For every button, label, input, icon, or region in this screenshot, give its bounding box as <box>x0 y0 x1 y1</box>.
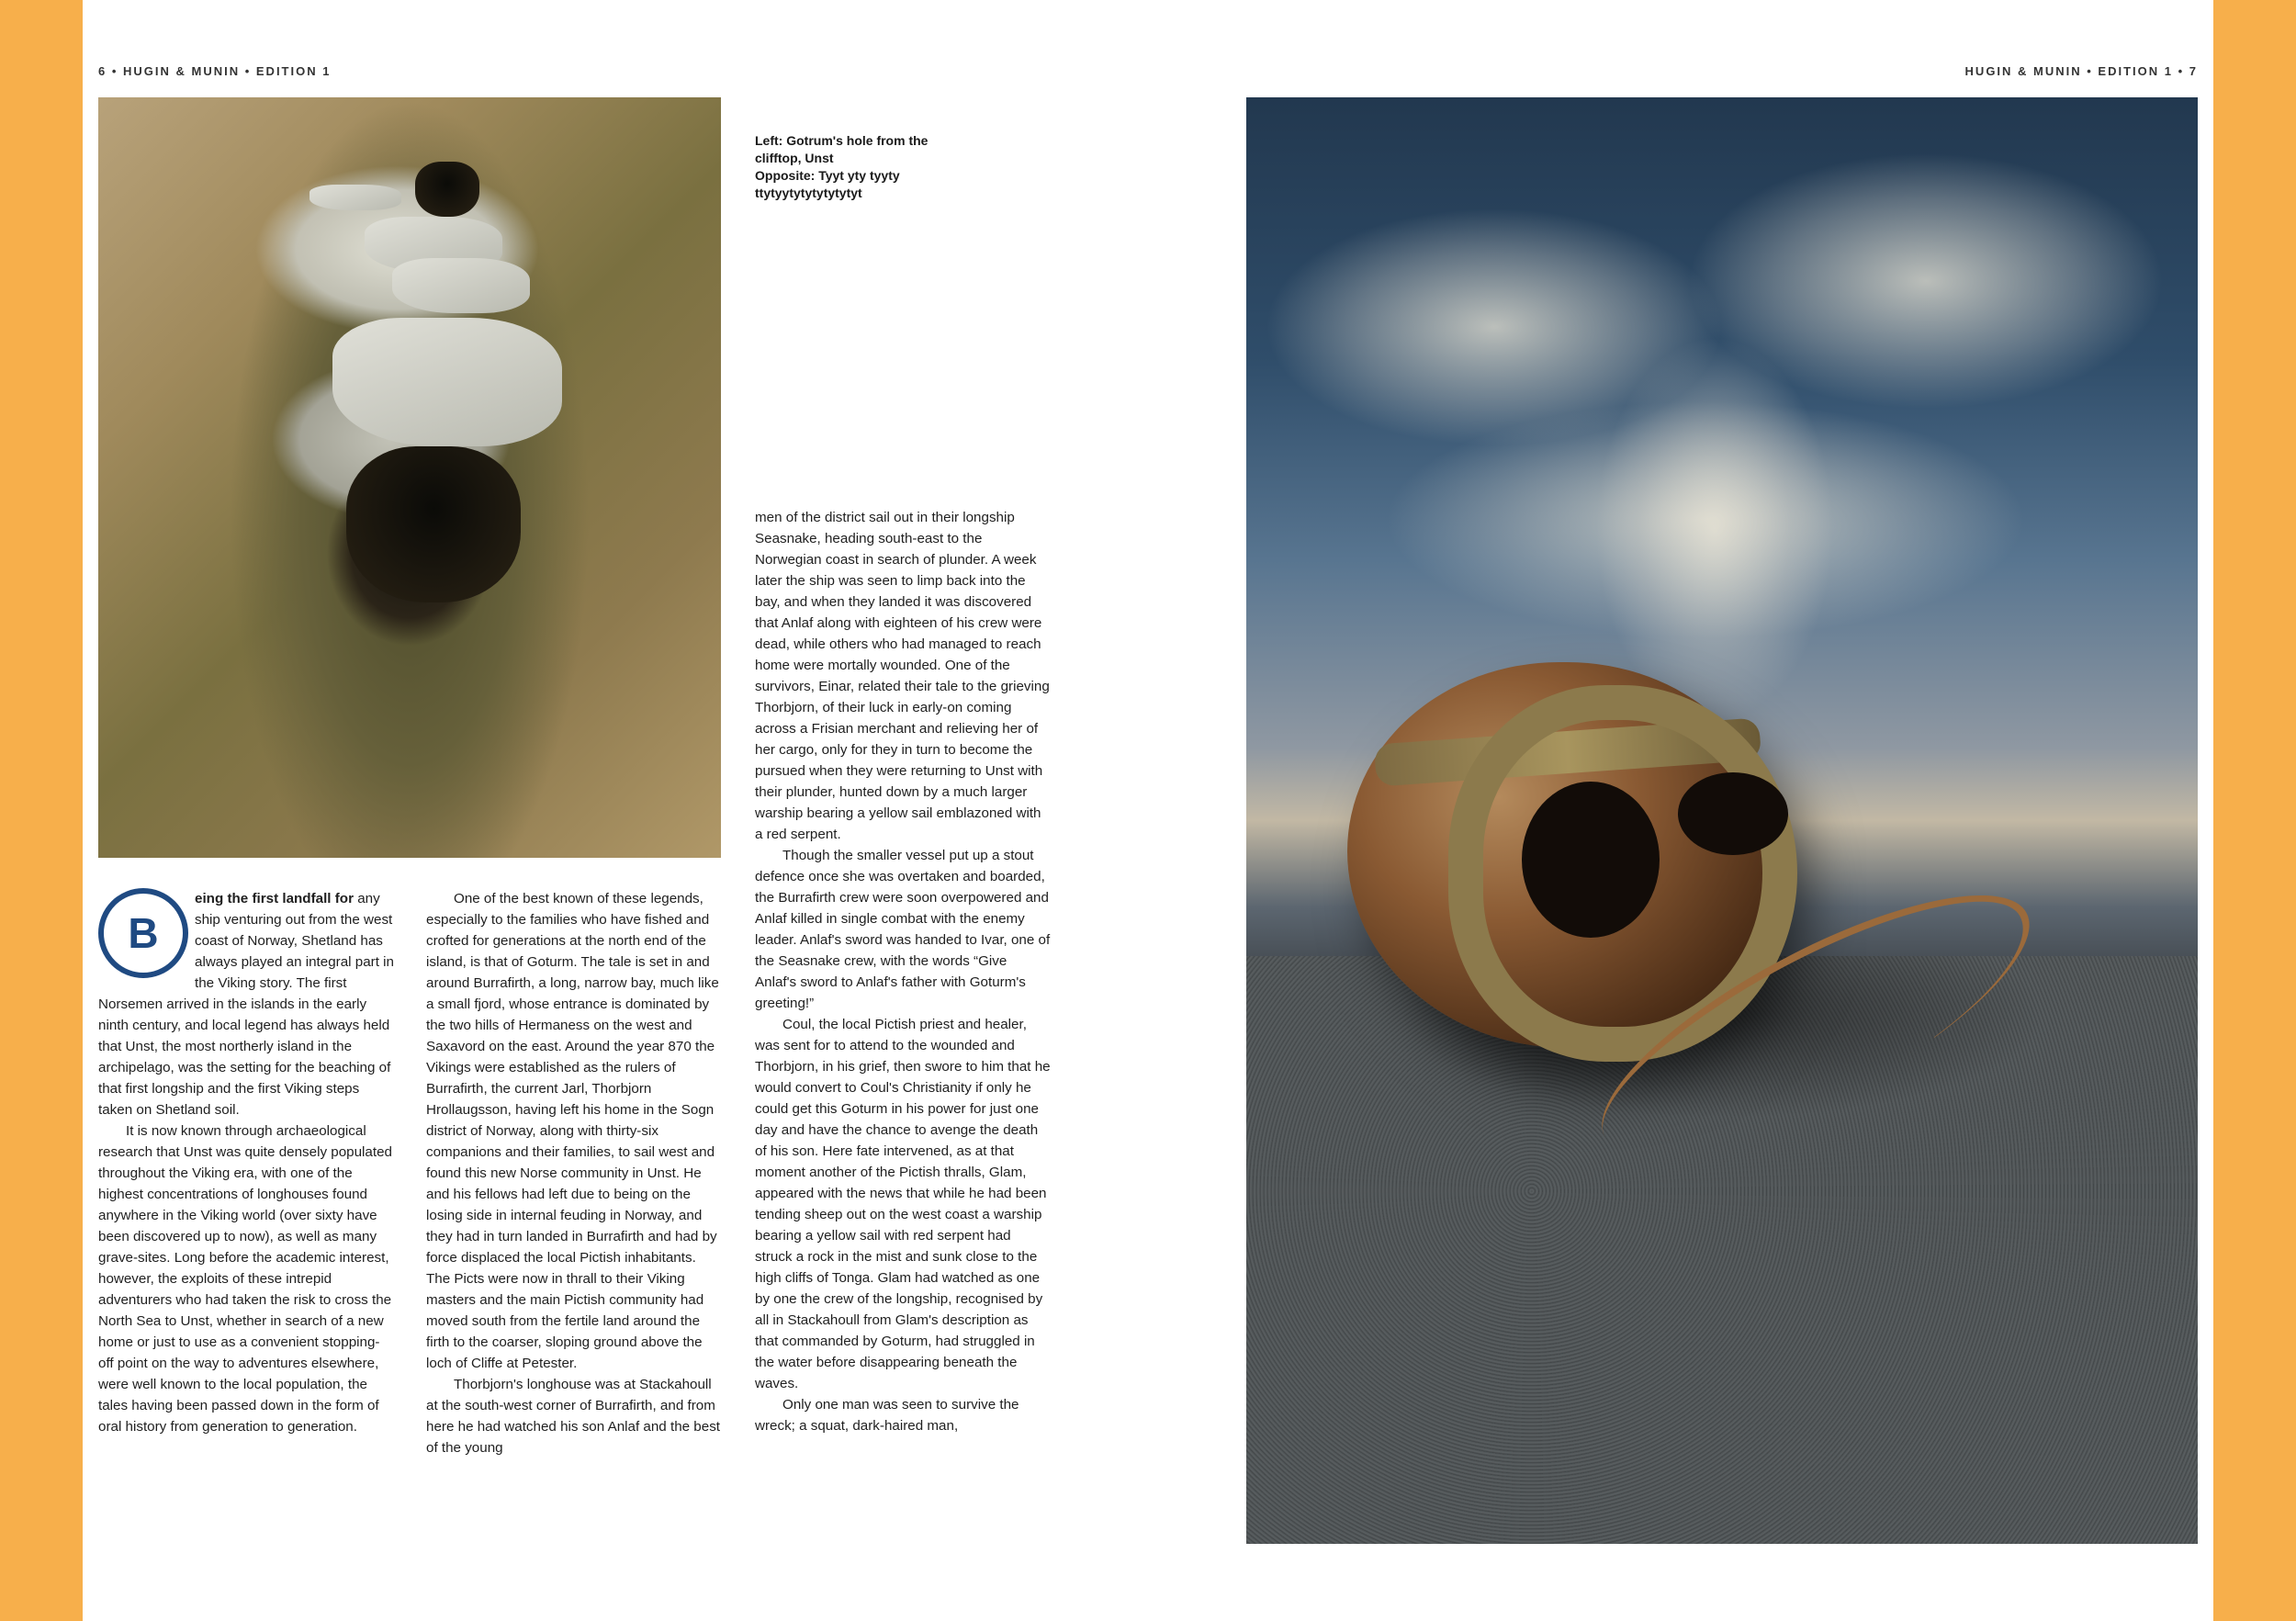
article-column-3 <box>755 507 1051 1436</box>
paragraph-text: any ship venturing out from the west coast of Norway, Shetland has always played an integral part in the Viking story. The first Norsemen arrived in the islands in the early ninth century, and local legend has always held that Unst, the most northerly island in the archipelago, was the setting for the beaching of that first longship and the first Viking steps taken on Shetland soil. <box>98 891 394 1118</box>
lead-in: eing the first landfall for <box>195 891 354 906</box>
article-paragraph: men of the district sail out in their longship Seasnake, heading south-east to the Norwegian coast in search of plunder. A week later the ship was seen to limp back into the bay, and when they landed it was discovered that Anlaf along with eighteen of his crew were dead, while others who had managed to reach home were mortally wounded. One of the survivors, Einar, related their tale to the grieving Thorbjorn, of their luck in early-on coming across a Frisian merchant and relieving her of her cargo, only for they in turn to become the pursued when they were returning to Unst with their plunder, hunted down by a much larger warship bearing a yellow sail emblazoned with a red serpent. <box>755 510 1050 842</box>
right-page-folio: HUGIN & MUNIN • EDITION 1 • 7 <box>1964 64 2198 78</box>
article-column-1 <box>98 888 394 1437</box>
magazine-spread <box>83 0 2213 1621</box>
caption-left: Left: Gotrum's hole from the clifftop, Unst <box>755 133 929 165</box>
photo-caption <box>755 132 929 202</box>
article-column-2 <box>426 888 722 1458</box>
article-paragraph: One of the best known of these legends, especially to the families who have fished and crofted for generations at the north end of the island, is that of Goturm. The tale is set in and around Burrafirth, a long, narrow bay, much like a small fjord, whose entrance is dominated by the two hills of Hermaness on the west and Saxavord on the east. Around the year 870 the Vikings were established as the rulers of Burrafirth, the current Jarl, Thorbjorn Hrollaugsson, having left his home in the Sogn district of Norway, along with thirty-six companions and their families, to sail west and found this new Norse community in Unst. He and his fellows had left due to being on the losing side in internal feuding in Norway, and they had in turn landed in Burrafirth and had by force displaced the local Pictish inhabitants. The Picts were now in thrall to their Viking masters and the main Pictish community had moved south from the fertile land around the firth to the coarser, sloping ground above the loch of Cliffe at Petester. <box>426 891 719 1371</box>
article-paragraph: Thorbjorn's longhouse was at Stackahoull at the south-west corner of Burrafirth, and from here he had watched his son Anlaf and the best of the young <box>426 1377 721 1456</box>
left-page-folio: 6 • HUGIN & MUNIN • EDITION 1 <box>98 64 332 78</box>
article-paragraph: Coul, the local Pictish priest and healer, was sent for to attend to the wounded and Thorbjorn, in his grief, then swore to him that he would convert to Coul's Christianity if only he could get this Goturm in his power for just one day and have the chance to avenge the death of his son. Here fate intervened, as at that moment another of the Pictish thralls, Glam, appeared with the news that while he had been tending sheep out on the west coast a warship bearing a yellow sail with red serpent had struck a rock in the mist and sunk close to the high cliffs of Tonga. Glam had watched as one by one the crew of the longship, recognised by all in Stackahoull from Glam's description as that commanded by Goturm, had struggled in the water before disappearing beneath the waves. <box>755 1017 1051 1391</box>
viking-helmet-photo <box>1246 97 2198 1544</box>
drop-cap: B <box>98 888 188 978</box>
article-paragraph: It is now known through archaeological research that Unst was quite densely populated throughout the Viking era, with one of the highest concentrations of longhouses found anywhere in the Viking world (over sixty have been discovered up to now), as well as many grave-sites. Long before the academic interest, however, the exploits of these intrepid adventurers who had taken the risk to cross the North Sea to Unst, whether in search of a new home or just to use as a convenient stopping-off point on the way to adventures elsewhere, were well known to the local population, the tales having been passed down in the form of oral history from generation to generation. <box>98 1123 392 1435</box>
article-paragraph: Though the smaller vessel put up a stout defence once she was overtaken and boarded, the Burrafirth crew were soon overpowered and Anlaf killed in single combat with the enemy leader. Anlaf's sword was handed to Ivar, one of the Seasnake crew, with the words “Give Anlaf's sword to Anlaf's father with Goturm's greeting!” <box>755 848 1051 1011</box>
gotrums-hole-photo <box>98 97 721 858</box>
article-paragraph: Only one man was seen to survive the wreck; a squat, dark-haired man, <box>755 1397 1019 1434</box>
caption-opposite: Opposite: Tyyt yty tyyty ttytyytytytytytytyt <box>755 168 900 200</box>
